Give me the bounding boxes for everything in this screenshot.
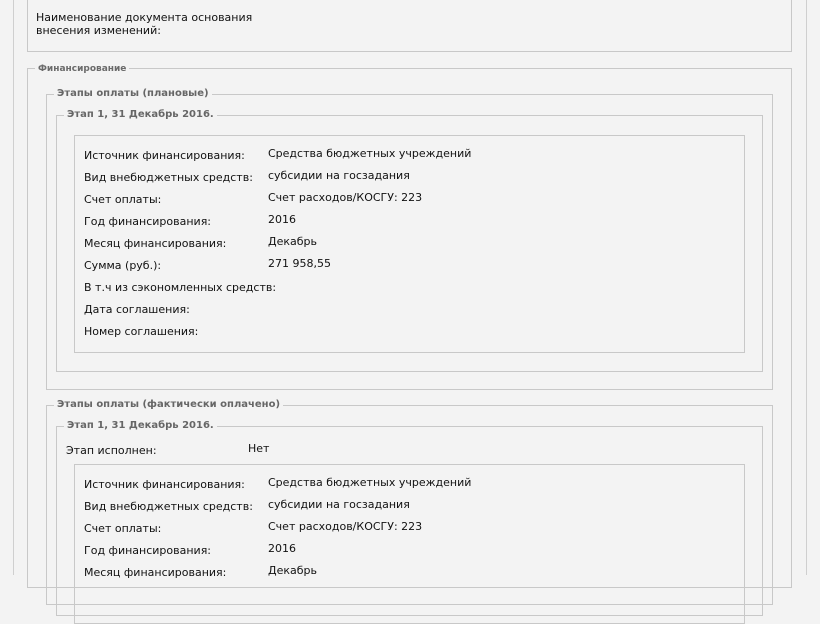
actual-field-row <box>75 544 744 558</box>
field-value: 2016 <box>268 542 296 555</box>
field-label: Счет оплаты: <box>84 193 162 206</box>
planned-stages-legend: Этапы оплаты (плановые) <box>54 88 212 100</box>
financing-legend: Финансирование <box>35 63 129 75</box>
planned-field-row <box>75 193 744 207</box>
field-value: Счет расходов/КОСГУ: 223 <box>268 520 423 533</box>
field-label: Год финансирования: <box>84 544 212 557</box>
page-border-left <box>13 0 14 575</box>
field-label: Сумма (руб.): <box>84 259 162 272</box>
actual-field-row <box>75 500 744 514</box>
field-label: Источник финансирования: <box>84 149 245 162</box>
field-label: Счет оплаты: <box>84 522 162 535</box>
field-label: Год финансирования: <box>84 215 212 228</box>
stage-done-value: Нет <box>248 442 270 455</box>
field-value: Счет расходов/КОСГУ: 223 <box>268 191 423 204</box>
actual-stage-1-fieldset <box>56 420 763 616</box>
planned-field-row <box>75 215 744 229</box>
field-value: 2016 <box>268 213 296 226</box>
planned-stages-fieldset <box>46 88 773 390</box>
actual-field-row <box>75 566 744 580</box>
actual-stages-fieldset <box>46 399 773 605</box>
amendment-box <box>27 0 792 52</box>
actual-stage-1-legend: Этап 1, 31 Декабрь 2016. <box>64 420 217 432</box>
planned-field-row <box>75 325 744 339</box>
planned-field-row <box>75 171 744 185</box>
field-value: Средства бюджетных учреждений <box>268 476 472 489</box>
page-border-right <box>806 0 807 575</box>
field-value: Средства бюджетных учреждений <box>268 147 472 160</box>
field-label: Источник финансирования: <box>84 478 245 491</box>
field-label: Номер соглашения: <box>84 325 199 338</box>
field-value: Декабрь <box>268 235 317 248</box>
actual-field-row <box>75 522 744 536</box>
financing-fieldset <box>27 64 792 588</box>
field-label: Вид внебюджетных средств: <box>84 500 253 513</box>
field-value: субсидии на госзадания <box>268 498 410 511</box>
planned-field-row <box>75 259 744 273</box>
planned-stage-1-details <box>74 135 745 353</box>
doc-basis-label: Наименование документа основания внесения изменений: <box>36 11 253 37</box>
planned-field-row <box>75 303 744 317</box>
planned-field-row <box>75 281 744 295</box>
field-value: Декабрь <box>268 564 317 577</box>
field-value: субсидии на госзадания <box>268 169 410 182</box>
field-label: В т.ч из сэкономленных средств: <box>84 281 277 294</box>
actual-field-row <box>75 478 744 492</box>
planned-stage-1-fieldset <box>56 109 763 372</box>
field-value: 271 958,55 <box>268 257 331 270</box>
planned-field-row <box>75 237 744 251</box>
field-label: Вид внебюджетных средств: <box>84 171 253 184</box>
actual-stage-1-details <box>74 464 745 624</box>
field-label: Месяц финансирования: <box>84 566 227 579</box>
stage-done-label: Этап исполнен: <box>66 444 157 457</box>
field-label: Дата соглашения: <box>84 303 190 316</box>
actual-stages-legend: Этапы оплаты (фактически оплачено) <box>54 399 283 411</box>
field-label: Месяц финансирования: <box>84 237 227 250</box>
planned-stage-1-legend: Этап 1, 31 Декабрь 2016. <box>64 109 217 121</box>
planned-field-row <box>75 149 744 163</box>
